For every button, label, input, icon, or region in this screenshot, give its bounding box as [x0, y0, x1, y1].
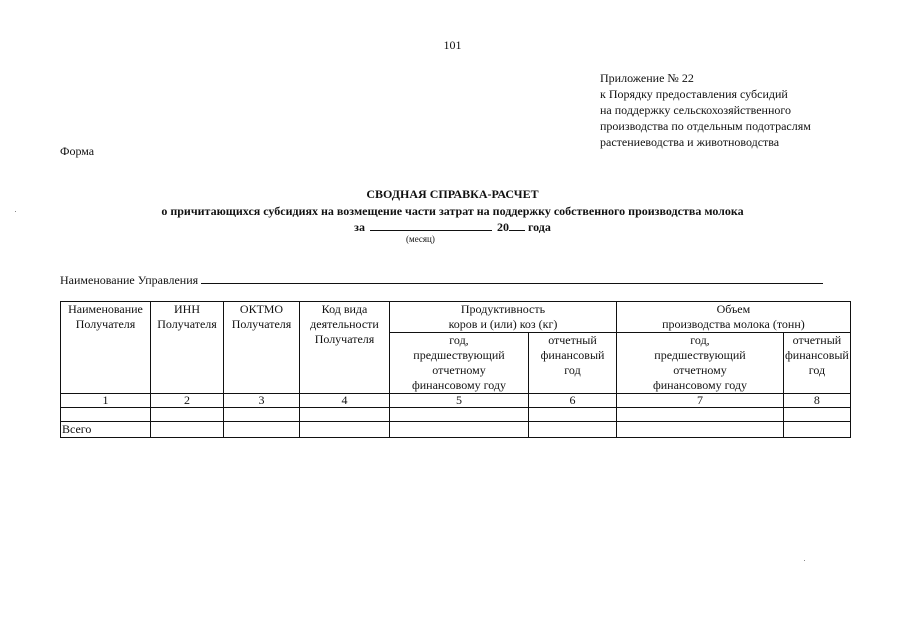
table-cell	[300, 422, 390, 438]
column-number: 8	[784, 394, 851, 408]
table-cell	[151, 408, 224, 422]
column-number: 3	[224, 394, 300, 408]
column-number: 2	[151, 394, 224, 408]
header-volume: Объем производства молока (тонн)	[617, 302, 851, 333]
header-productivity: Продуктивность коров и (или) коз (кг)	[390, 302, 617, 333]
table-cell	[390, 408, 529, 422]
appendix-line: растениеводства и животноводства	[600, 135, 780, 149]
document-subtitle: о причитающихся субсидиях на возмещение части затрат на поддержку собственного производства молока	[161, 204, 744, 218]
summary-table	[60, 301, 851, 438]
header-productivity-prev-year: год, предшествующий отчетному финансовому году	[390, 333, 529, 394]
header-inn: ИНН Получателя	[151, 302, 224, 394]
column-number: 7	[617, 394, 784, 408]
period-prefix: за	[354, 220, 365, 234]
table-cell	[151, 422, 224, 438]
column-number-row	[61, 394, 851, 408]
table-cell	[224, 408, 300, 422]
period-line	[0, 218, 905, 235]
page-number: 101	[443, 38, 462, 52]
period-year-prefix: 20	[496, 220, 509, 234]
org-label: Наименование Управления	[60, 273, 199, 287]
table-cell	[784, 422, 851, 438]
column-number: 1	[61, 394, 151, 408]
header-oktmo: ОКТМО Получателя	[224, 302, 300, 394]
period-suffix: года	[527, 220, 551, 234]
table-cell	[529, 408, 617, 422]
header-productivity-report-year: отчетный финансовый год	[529, 333, 617, 394]
table-cell	[390, 422, 529, 438]
column-number: 5	[390, 394, 529, 408]
org-blank	[201, 271, 823, 284]
org-line	[60, 271, 823, 288]
scan-speck	[15, 211, 16, 212]
header-volume-report-year: отчетный финансовый год	[784, 333, 851, 394]
table-cell	[784, 408, 851, 422]
appendix-line: к Порядку предоставления субсидий	[600, 87, 788, 101]
month-hint: (месяц)	[406, 234, 435, 244]
document-title: СВОДНАЯ СПРАВКА-РАСЧЕТ	[366, 187, 539, 201]
appendix-block	[600, 70, 811, 150]
scan-speck	[804, 560, 805, 561]
form-label: Форма	[60, 144, 95, 158]
table-cell	[617, 408, 784, 422]
table-cell	[617, 422, 784, 438]
table-row	[61, 408, 851, 422]
appendix-line: производства по отдельным подотраслям	[600, 119, 811, 133]
table-cell	[300, 408, 390, 422]
header-volume-prev-year: год, предшествующий отчетному финансовому году	[617, 333, 784, 394]
total-label: Всего	[61, 422, 151, 438]
appendix-line: на поддержку сельскохозяйственного	[600, 103, 792, 117]
appendix-line: Приложение № 22	[600, 71, 694, 85]
month-blank	[370, 218, 492, 231]
table-cell	[224, 422, 300, 438]
column-number: 4	[300, 394, 390, 408]
column-number: 6	[529, 394, 617, 408]
header-recipient-name: Наименование Получателя	[61, 302, 151, 394]
table-cell	[61, 408, 151, 422]
total-row	[61, 422, 851, 438]
table-cell	[529, 422, 617, 438]
header-activity-code: Код вида деятельности Получателя	[300, 302, 390, 394]
year-blank	[509, 218, 525, 231]
header-row	[61, 302, 851, 333]
